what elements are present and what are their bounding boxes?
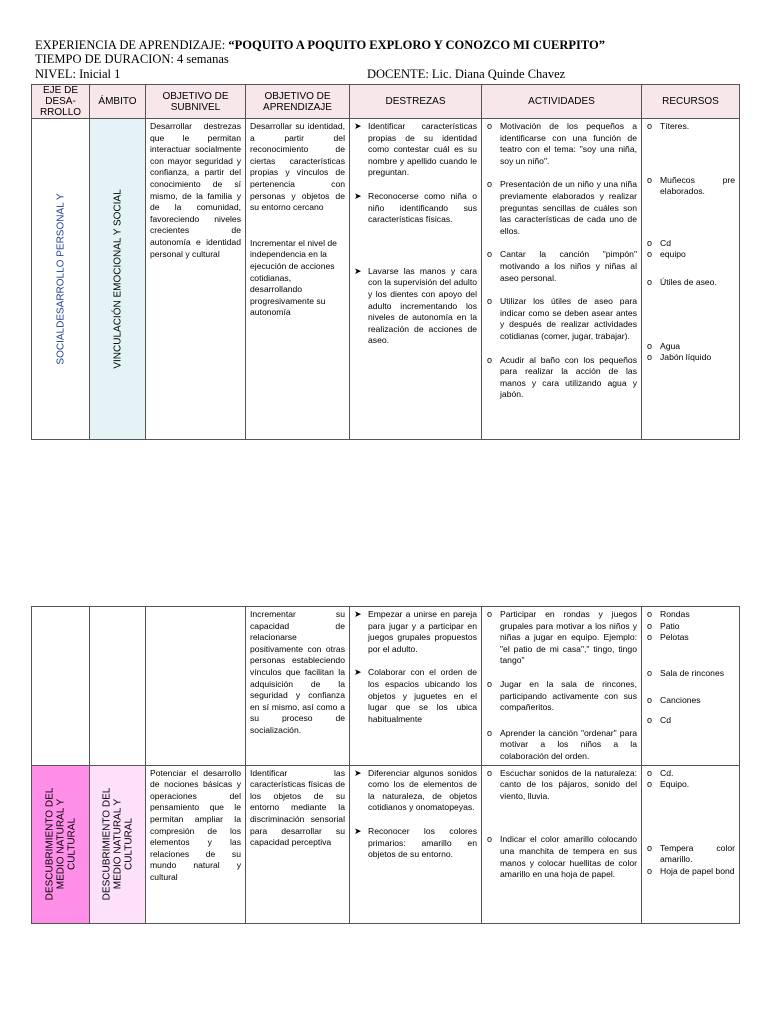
obj-aprendizaje-cell: Incrementar su capacidad de relacionarse positivamente con otras personas estableciendo vínculos que facilitan la adquisición de la seguridad y confianza en sí mismo, así como a su proceso de socialización.: [246, 607, 350, 766]
list-item: ➤ Identificar características propias de su identidad como contestar cuál es su nombre y apellido cuando le preguntan.: [354, 121, 477, 179]
obj-subnivel-cell-empty: [146, 607, 246, 766]
list-item: ➤ Empezar a unirse en pareja para jugar y a participar en juegos grupales propuestos por el adulto.: [354, 609, 477, 655]
col-actividades: ACTIVIDADES: [482, 85, 642, 119]
list-item: o Escuchar sonidos de la naturaleza: canto de los pájaros, sonido del viento, lluvia.: [486, 768, 637, 803]
obj-subnivel-cell: Desarrollar destrezas que le permitan interactuar socialmente con mayor seguridad y confianza, a partir del conocimiento de sí mismo, de la familia y de la comunidad, favoreciendo niveles crecientes de autonomía e identidad personal y cultural: [146, 119, 246, 440]
list-item: o Utilizar los útiles de aseo para indicar como se deben asear antes y después de realizar actividades cotidianas (comer, jugar, trabajar).: [486, 296, 637, 342]
obj-aprendizaje-2: Incrementar el nivel de independencia en la ejecución de acciones cotidianas, desarrollando progresivamente su autonomía: [250, 237, 337, 318]
ambito-cell-empty: [90, 607, 146, 766]
recursos-cell: [642, 119, 740, 440]
recursos-cell: [642, 765, 740, 923]
list-item: o Pelotas: [646, 632, 735, 644]
obj-subnivel-cell: Potenciar el desarrollo de nociones básicas y operaciones del pensamiento que le permitan ampliar la compresión de los elementos y las relaciones de su mundo natural y cultural: [146, 765, 246, 923]
obj-aprendizaje-cell: Identificar las características físicas de los objetos de su entorno mediante la discriminación sensorial para desarrollar su capacidad perceptiva: [246, 765, 350, 923]
list-item: o Patio: [646, 621, 735, 633]
planning-table-1: [31, 84, 740, 440]
col-obj-subnivel: OBJETIVO DE SUBNIVEL: [146, 85, 246, 119]
list-item: ➤ Diferenciar algunos sonidos como los de elementos de la naturaleza, de objetos cotidianos y onomatopeyas.: [354, 768, 477, 814]
col-ambito: ÁMBITO: [90, 85, 146, 119]
obj-aprendizaje-1: Desarrollar su identidad, a partir del reconocimiento de ciertas características propias y vínculos de pertenencia con personas y objetos de su entorno cercano: [250, 121, 345, 213]
ambito-cell: VINCULACIÓN EMOCIONAL Y SOCIAL: [90, 119, 146, 440]
destrezas-cell: [350, 607, 482, 766]
list-item: o Tempera color amarillo.: [646, 843, 735, 866]
list-item: o Rondas: [646, 609, 735, 621]
list-item: ➤ Lavarse las manos y cara con la supervisión del adulto y los dientes con apoyo del adulto incrementando los niveles de autonomía en la realización de acciones de aseo.: [354, 266, 477, 347]
list-item: o Sala de rincones: [646, 668, 735, 680]
obj-aprendizaje-cell: [246, 119, 350, 440]
actividades-cell: [482, 119, 642, 440]
ambito-cell: DESCUBRIMIENTO DEL MEDIO NATURAL Y CULTURAL: [90, 765, 146, 923]
list-item: o Motivación de los pequeños a identificarse con una función de teatro con el tema: "soy una niña, soy un niño".: [486, 121, 637, 167]
planning-table-2: [31, 606, 740, 924]
list-item: ➤ Reconocer los colores primarios: amarillo en objetos de su entorno.: [354, 826, 477, 861]
teacher-line: DOCENTE: Lic. Diana Quinde Chavez: [367, 67, 566, 81]
list-item: o Útiles de aseo.: [646, 277, 735, 289]
destrezas-cell: [350, 765, 482, 923]
level-line: NIVEL: Inicial 1: [35, 67, 121, 81]
list-item: ➤ Reconocerse como niña o niño identificando sus características físicas.: [354, 191, 477, 226]
recursos-cell: [642, 607, 740, 766]
eje-cell: SOCIALDESARROLLO PERSONAL Y: [32, 119, 90, 440]
list-item: o Cd: [646, 238, 735, 250]
list-item: o Aprender la canción "ordenar" para motivar a los niños a la colaboración del orden.: [486, 728, 637, 763]
list-item: o Títeres.: [646, 121, 735, 133]
table-row: [32, 765, 740, 923]
list-item: o Indicar el color amarillo colocando una manchita de tempera en sus manos y colocar huellitas de color amarillo en una hoja de papel.: [486, 834, 637, 880]
col-eje: EJE DE DESA-RROLLO: [32, 85, 90, 119]
list-item: ➤ Colaborar con el orden de los espacios ubicando los objetos y juguetes en el lugar que se los ubica habitualmente: [354, 667, 477, 725]
list-item: o Presentación de un niño y una niña previamente elaborados y realizar preguntas sencillas de cuáles son las características de cada uno de ellos.: [486, 179, 637, 237]
eje-cell-empty: [32, 607, 90, 766]
list-item: o Jabón líquido: [646, 352, 735, 364]
list-item: o Participar en rondas y juegos grupales para motivar a los niños y niñas a jugar en equipo. Ejemplo: "el patio de mi casa"," tingo, tingo tango": [486, 609, 637, 667]
list-item: o Muñecos pre elaborados.: [646, 175, 735, 198]
col-recursos: RECURSOS: [642, 85, 740, 119]
experience-label: EXPERIENCIA DE APRENDIZAJE:: [35, 38, 229, 52]
table-row: [32, 607, 740, 766]
list-item: o Cantar la canción "pimpón" motivando a los niños y niñas al aseo personal.: [486, 249, 637, 284]
eje-cell: DESCUBRIMIENTO DEL MEDIO NATURAL Y CULTURAL: [32, 765, 90, 923]
actividades-cell: [482, 607, 642, 766]
table-row: [32, 119, 740, 440]
list-item: o Acudir al baño con los pequeños para realizar la acción de las manos y cara utilizando agua y jabón.: [486, 355, 637, 401]
list-item: o equipo: [646, 249, 735, 261]
table-header-row: [32, 85, 740, 119]
list-item: o Cd.: [646, 768, 735, 780]
duration-line: TIEMPO DE DURACION: 4 semanas: [35, 52, 229, 66]
list-item: o Canciones: [646, 695, 735, 707]
list-item: o Jugar en la sala de rincones, participando activamente con sus compañeritos.: [486, 679, 637, 714]
experience-title: “POQUITO A POQUITO EXPLORO Y CONOZCO MI CUERPITO”: [228, 38, 605, 52]
destrezas-cell: [350, 119, 482, 440]
col-obj-aprendizaje: OBJETIVO DE APRENDIZAJE: [246, 85, 350, 119]
list-item: o Hoja de papel bond: [646, 866, 735, 878]
col-destrezas: DESTREZAS: [350, 85, 482, 119]
list-item: o Equipo.: [646, 779, 735, 791]
list-item: o Cd: [646, 715, 735, 727]
list-item: o Agua: [646, 341, 735, 353]
experience-title-line: [35, 38, 605, 52]
actividades-cell: [482, 765, 642, 923]
